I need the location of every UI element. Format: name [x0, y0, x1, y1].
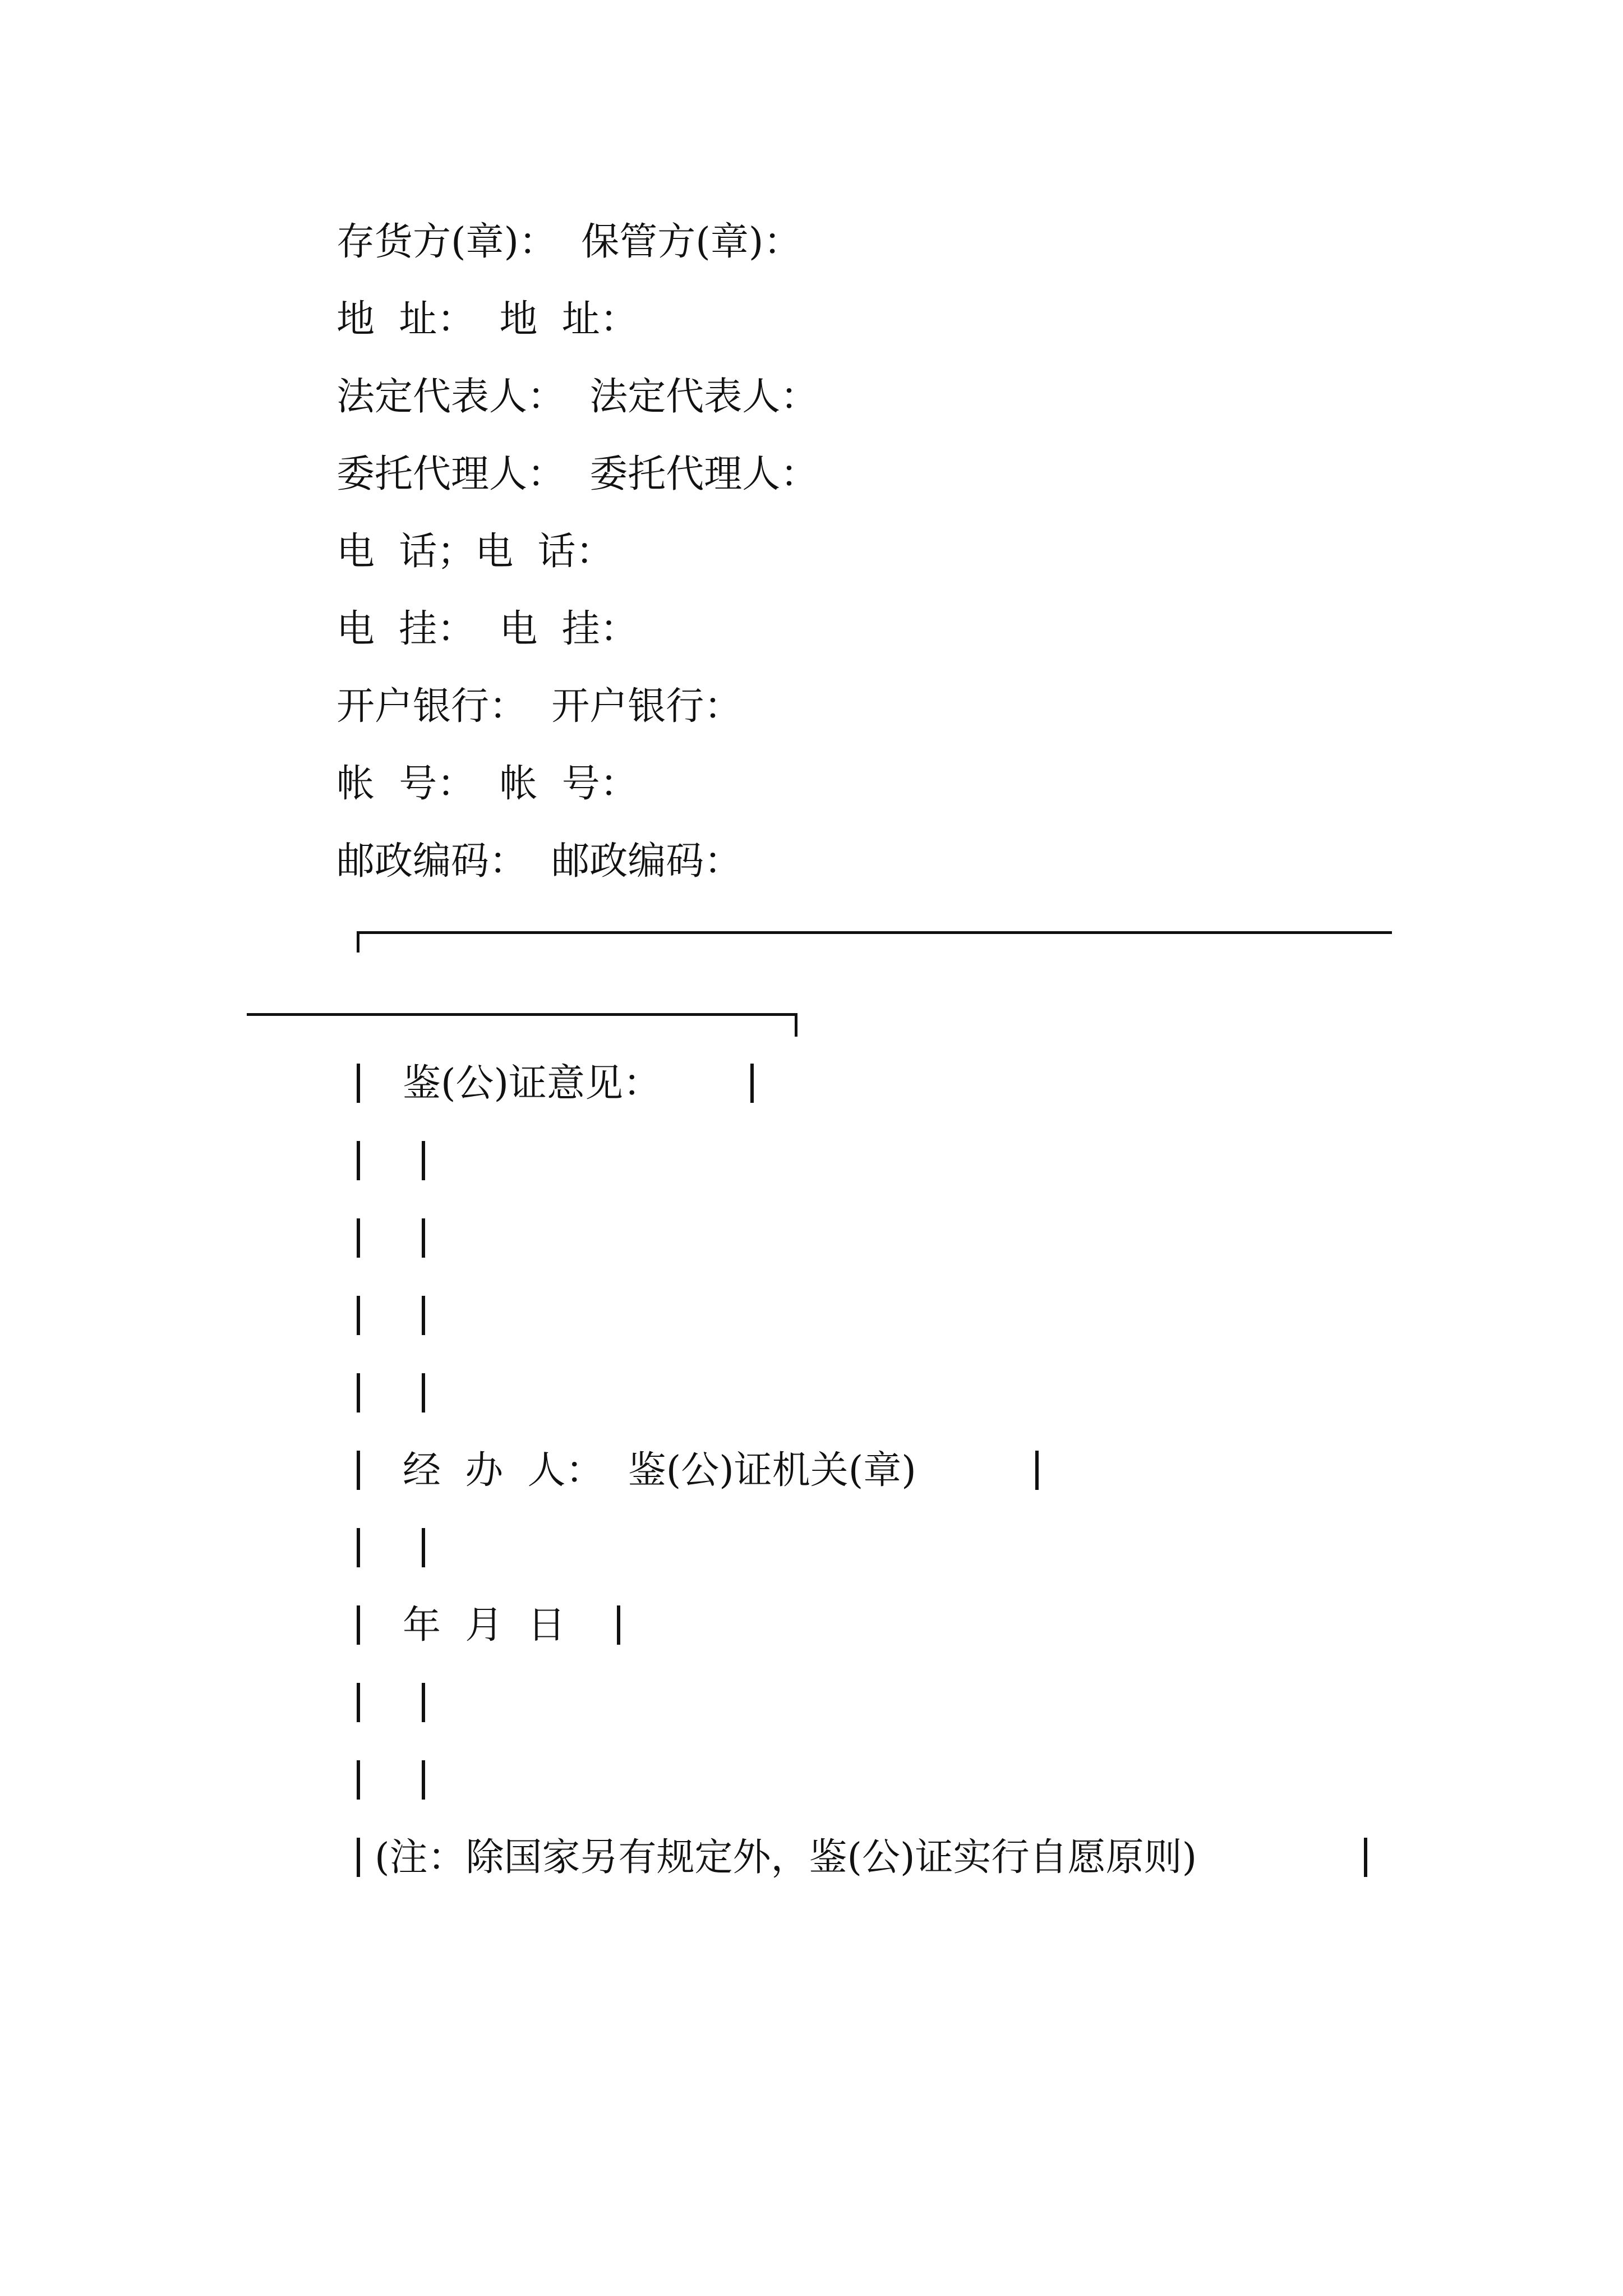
notary-note: (注：除国家另有规定外，鉴(公)证实行自愿原则) [375, 1835, 1197, 1880]
box-right-border [1035, 1451, 1039, 1490]
box-left-border [357, 1064, 360, 1103]
box-left-border [357, 1838, 360, 1877]
box-right-border [617, 1605, 620, 1645]
box-left-border [357, 1683, 360, 1722]
party-address-line: 地 址： 地 址： [336, 297, 638, 342]
box-left-border [357, 1760, 360, 1800]
box-left-border [357, 1218, 360, 1258]
box-top-rule-continued [247, 1013, 797, 1016]
party-legal-rep-line: 法定代表人： 法定代表人： [336, 375, 819, 419]
box-right-border [422, 1760, 425, 1800]
box-right-border [422, 1373, 425, 1412]
box-right-border [422, 1141, 425, 1180]
notary-opinion-label: 鉴(公)证意见： [403, 1061, 662, 1106]
notary-date-line: 年 月 日 [403, 1603, 566, 1648]
box-right-border [750, 1064, 754, 1103]
party-seal-line: 存货方(章)： 保管方(章)： [336, 220, 802, 264]
party-postcode-line: 邮政编码： 邮政编码： [336, 839, 743, 884]
party-account-line: 帐 号： 帐 号： [336, 762, 638, 806]
box-left-border [357, 1141, 360, 1180]
box-right-border [422, 1218, 425, 1258]
box-left-border [357, 1296, 360, 1335]
box-left-border [357, 1373, 360, 1412]
box-right-border [422, 1296, 425, 1335]
box-left-border [357, 1605, 360, 1645]
box-right-border [422, 1683, 425, 1722]
box-corner-top-left [357, 931, 359, 953]
box-left-border [357, 1528, 360, 1567]
box-left-border [357, 1451, 360, 1490]
box-right-border [422, 1528, 425, 1567]
box-top-rule [357, 931, 1392, 934]
party-bank-line: 开户银行： 开户银行： [336, 684, 743, 729]
party-telegraph-line: 电 挂： 电 挂： [336, 607, 638, 651]
box-corner-top-right [795, 1013, 797, 1037]
party-agent-line: 委托代理人： 委托代理人： [336, 452, 819, 496]
party-phone-line: 电 话；电 话： [336, 530, 614, 574]
box-right-border [1364, 1838, 1367, 1877]
notary-handler-line: 经 办 人： 鉴(公)证机关(章) [403, 1448, 916, 1493]
